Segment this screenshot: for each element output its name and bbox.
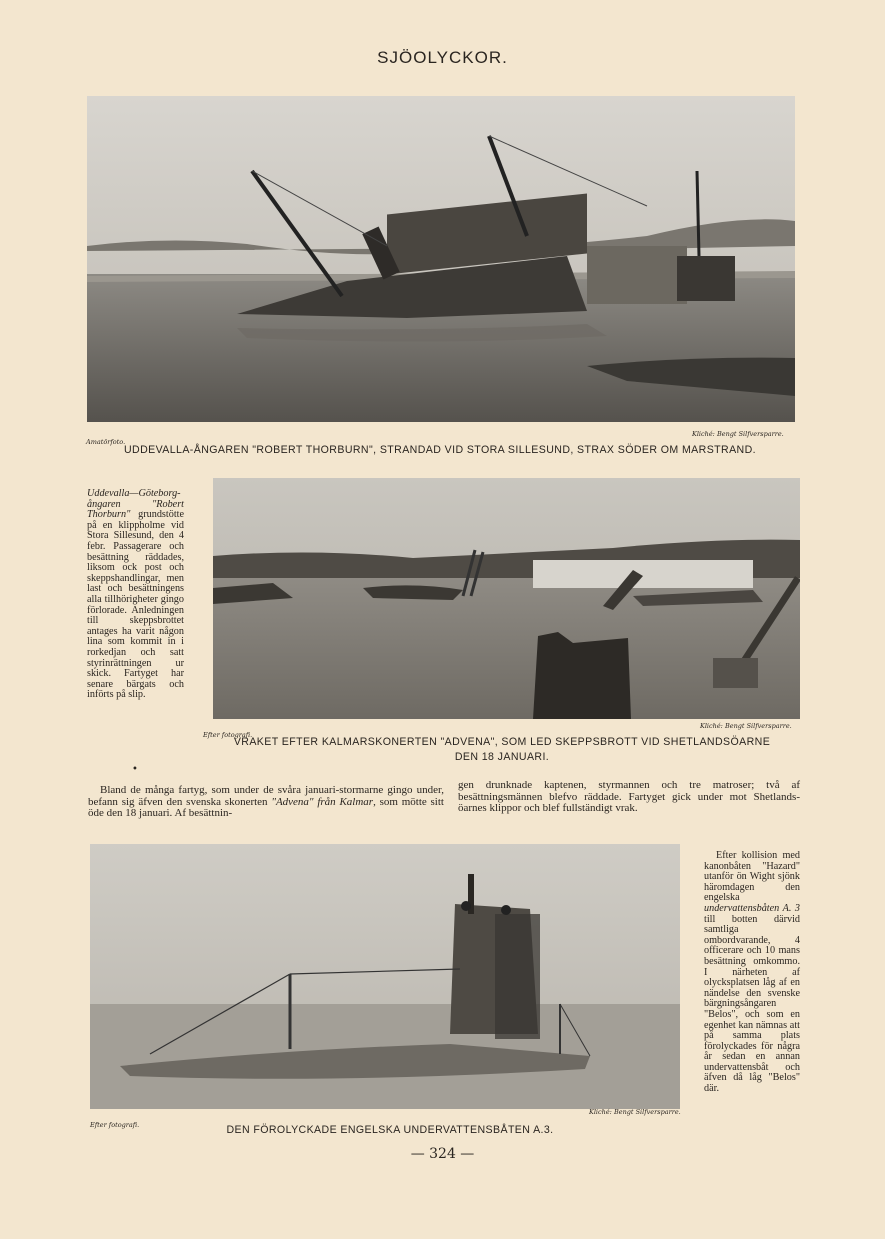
submarine-text-a: Efter kollision med kanonbåten "Hazard" utanför ön Wight sjönk häromdagen den engelska	[704, 850, 800, 904]
article-lead: Uddevalla—Göteborg-ångaren "Robert Thorburn"	[87, 488, 184, 521]
wreck-photo-image	[213, 478, 800, 719]
photo-robert-thorburn	[87, 96, 795, 422]
photo-advena-wreck	[213, 478, 800, 719]
article-advena-right: gen drunknade kaptenen, styrmannen och tre matroser; två af besättningsmännen blefvo räddade. Fartyget gick under mot Shetlands-öarnes klippor och blef fullständigt vrak.	[458, 779, 800, 814]
steamer-photo-image	[87, 96, 795, 422]
cliche-credit: Kliché: Bengt Silfversparre.	[700, 722, 792, 730]
cliche-credit: Kliché: Bengt Silfversparre.	[589, 1108, 681, 1116]
article-advena-left	[88, 785, 444, 820]
submarine-text-em: undervattensbåten A. 3	[704, 902, 800, 914]
photo-caption: DEN FÖROLYCKADE ENGELSKA UNDERVATTENSBÅTEN A.3.	[226, 1124, 554, 1136]
photo-caption-line2: DEN 18 JANUARI.	[454, 751, 550, 763]
submarine-photo-image	[90, 844, 680, 1109]
article-thorburn-text	[87, 489, 184, 701]
page-title: SJÖOLYCKOR.	[377, 48, 508, 67]
photo-submarine-a3	[90, 844, 680, 1109]
photo-caption: UDDEVALLA-ÅNGAREN "ROBERT THORBURN", STRANDAD VID STORA SILLESUND, STRAX SÖDER OM MARSTRAND.	[124, 444, 756, 456]
photo-credit: Amatörfoto.	[86, 438, 126, 446]
submarine-text-b: till botten därvid samtliga ombordvarande, 4 officerare och 10 mans besättning omkommo. I närheten af olycksplatsen låg af en nändelse den svenske bärgningsångaren "Belos", och som en egenhet kan nämnas att på samma plats förolyckades för några år sedan en annan undervattensbåt och äfven då låg "Belos" där.	[704, 913, 800, 1095]
photo-caption: VRAKET EFTER KALMARSKONERTEN "ADVENA", SOM LED SKEPPSBROTT VID SHETLANDSÖARNE	[233, 736, 771, 748]
advena-text-em: "Advena" från Kalmar	[271, 795, 374, 808]
photo-credit: Efter fotografi.	[90, 1121, 140, 1129]
page-number: — 324 —	[410, 1146, 475, 1162]
article-submarine-text	[704, 851, 800, 1095]
separator-dot: •	[132, 764, 138, 775]
advena-text-a: Bland de många fartyg, som under de svåra januari-stormarne gingo under, befann sig äfven den svenska skonerten	[88, 784, 444, 808]
article-body: grundstötte på en klippholme vid Stora Sillesund, den 4 febr. Passagerare och besättning räddades, liksom ock post och skeppshandlingar, men last och besättningens alla tillhörigheter gingo förlorade. Anledningen till skeppsbrottet antages ha varit någon lina som kommit in i rorkedjan och satt styrinrättningen ur skick. Fartyget har senare bärgats och införts på slip.	[87, 509, 184, 701]
photo-credit: Efter fotografi.	[203, 731, 253, 739]
advena-text-b: , som mötte sitt öde den 18 januari. Af besättnin-	[88, 795, 444, 819]
cliche-credit: Kliché: Bengt Silfversparre.	[692, 430, 784, 438]
